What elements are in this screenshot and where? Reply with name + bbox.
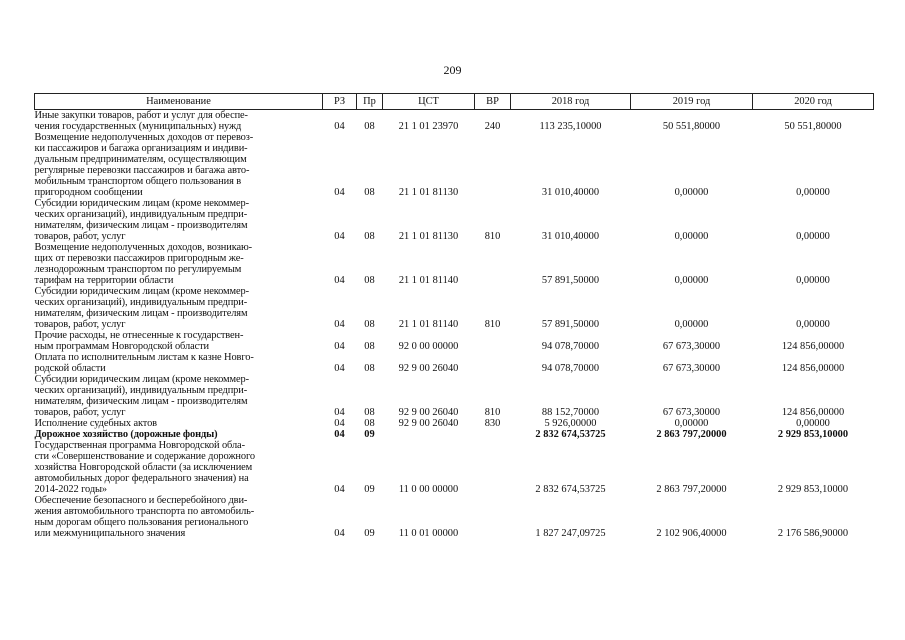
row-name-line: товаров, работ, услуг	[34, 319, 126, 330]
header-rz: РЗ	[323, 94, 357, 110]
cell-pr: 09	[364, 528, 375, 539]
cell-y2019: 0,00000	[674, 187, 709, 198]
row-name-line: ки пассажиров и багажа организациям и индиви-	[34, 143, 248, 154]
cell-rz: 04	[334, 121, 345, 132]
row-name-line: регулярные перевозки пассажиров и багажа авто-	[34, 165, 250, 176]
row-name-line: Прочие расходы, не отнесенные к государствен-	[34, 330, 244, 341]
cell-vr	[475, 330, 511, 352]
row-name-line: товаров, работ, услуг	[34, 231, 126, 242]
header-2019: 2019 год	[631, 94, 753, 110]
row-name-line: дуальным предпринимателям, осуществляющим	[34, 154, 247, 165]
cell-cst	[383, 429, 475, 440]
row-name-line: Возмещение недополученных доходов, возникаю-	[34, 242, 253, 253]
cell-vr: 810	[484, 231, 501, 242]
cell-rz: 04	[334, 407, 345, 418]
cell-y2018: 88 152,70000	[541, 407, 600, 418]
table-header-row	[35, 94, 874, 110]
table-row	[35, 132, 874, 198]
header-vr: ВР	[475, 94, 511, 110]
row-name-line: хозяйства Новгородской области (за исключением	[34, 462, 253, 473]
cell-y2018: 113 235,10000	[539, 121, 602, 132]
cell-pr: 08	[364, 418, 375, 429]
cell-pr: 09	[364, 429, 375, 440]
row-name	[35, 374, 323, 418]
row-name-line: Обеспечение безопасного и бесперебойного дви-	[34, 495, 248, 506]
cell-y2019: 50 551,80000	[662, 121, 721, 132]
cell-y2020: 2 176 586,90000	[777, 528, 849, 539]
cell-y2019: 0,00000	[674, 418, 709, 429]
row-name-line: сти «Совершенствование и содержание дорожного	[34, 451, 255, 462]
row-name-line: товаров, работ, услуг	[34, 407, 126, 418]
table-row	[35, 286, 874, 330]
header-name: Наименование	[35, 94, 323, 110]
cell-cst: 21 1 01 81140	[398, 275, 459, 286]
cell-y2020: 0,00000	[796, 187, 830, 198]
cell-pr: 08	[364, 407, 375, 418]
cell-cst: 21 1 01 81130	[398, 231, 459, 242]
cell-y2020: 124 856,00000	[781, 363, 845, 374]
header-2018: 2018 год	[511, 94, 631, 110]
cell-y2019: 2 863 797,20000	[656, 484, 727, 495]
cell-vr: 830	[484, 418, 501, 429]
row-name-line: мобильным транспортом общего пользования в	[34, 176, 242, 187]
cell-pr: 08	[364, 319, 375, 330]
header-2020: 2020 год	[753, 94, 874, 110]
cell-cst: 92 0 00 00000	[398, 341, 459, 352]
row-name-line: Оплата по исполнительным листам к казне Новго-	[34, 352, 254, 363]
row-name-line: 2014-2022 годы»	[34, 484, 107, 495]
cell-y2020: 124 856,00000	[781, 341, 845, 352]
cell-pr: 08	[364, 187, 375, 198]
cell-rz: 04	[334, 363, 345, 374]
cell-y2019: 2 102 906,40000	[656, 528, 727, 539]
row-name-line: Государственная программа Новгородской обла-	[34, 440, 245, 451]
budget-table	[34, 93, 874, 539]
cell-y2020: 2 929 853,10000	[777, 484, 849, 495]
cell-cst: 11 0 01 00000	[398, 528, 459, 539]
cell-rz: 04	[334, 319, 345, 330]
table-row	[35, 495, 874, 539]
row-name-line: Субсидии юридическим лицам (кроме некоммер-	[34, 286, 249, 297]
cell-rz: 04	[334, 231, 345, 242]
row-name	[35, 418, 323, 429]
cell-pr: 08	[364, 341, 375, 352]
row-name-line: родской области	[34, 363, 106, 374]
cell-y2020: 0,00000	[796, 319, 830, 330]
row-name-line: нимателям, физическим лицам - производителям	[34, 220, 248, 231]
row-name-line: лезнодорожным транспортом по регулируемым	[34, 264, 242, 275]
cell-rz: 04	[334, 429, 345, 440]
header-cst: ЦСТ	[383, 94, 475, 110]
cell-y2018: 57 891,50000	[541, 275, 600, 286]
row-name-line: Субсидии юридическим лицам (кроме некоммер-	[34, 374, 249, 385]
row-name-line: жения автомобильного транспорта по автомобиль-	[34, 506, 255, 517]
cell-vr	[475, 429, 511, 440]
cell-cst: 21 1 01 81140	[398, 319, 459, 330]
page-number: 209	[443, 63, 462, 77]
row-name-line: ческих организаций), индивидуальным предпри-	[34, 209, 248, 220]
cell-y2018: 1 827 247,09725	[535, 528, 606, 539]
cell-vr: 240	[484, 121, 501, 132]
row-name	[35, 132, 323, 198]
cell-y2018: 94 078,70000	[541, 341, 600, 352]
row-name-line: Возмещение недополученных доходов от перевоз-	[34, 132, 254, 143]
cell-pr: 08	[364, 275, 375, 286]
header-pr: Пр	[357, 94, 383, 110]
table-row	[35, 440, 874, 495]
cell-vr	[475, 440, 511, 495]
row-name-line: ческих организаций), индивидуальным предпри-	[34, 297, 248, 308]
row-name-line: щих от перевозки пассажиров пригородным же-	[34, 253, 244, 264]
row-name-line: Исполнение судебных актов	[34, 418, 157, 429]
row-name-line: чения государственных (муниципальных) нужд	[34, 121, 242, 132]
table-row	[35, 374, 874, 418]
cell-cst: 21 1 01 81130	[398, 187, 459, 198]
cell-y2019: 67 673,30000	[662, 341, 721, 352]
cell-pr: 08	[364, 121, 375, 132]
row-name	[35, 198, 323, 242]
cell-rz: 04	[334, 341, 345, 352]
row-name-line: Иные закупки товаров, работ и услуг для обеспе-	[34, 110, 248, 121]
cell-y2018: 31 010,40000	[541, 231, 600, 242]
row-name	[35, 330, 323, 352]
cell-vr	[475, 495, 511, 539]
cell-pr: 08	[364, 231, 375, 242]
cell-y2019: 0,00000	[674, 319, 709, 330]
row-name-line: Дорожное хозяйство (дорожные фонды)	[34, 429, 218, 440]
cell-cst: 92 9 00 26040	[398, 407, 459, 418]
cell-cst: 92 9 00 26040	[398, 363, 459, 374]
cell-vr	[475, 242, 511, 286]
cell-y2018: 31 010,40000	[541, 187, 600, 198]
cell-vr	[475, 352, 511, 374]
cell-cst: 21 1 01 23970	[398, 121, 459, 132]
row-name	[35, 352, 323, 374]
row-name-line: или межмуниципального значения	[34, 528, 186, 539]
cell-y2020: 0,00000	[796, 231, 830, 242]
row-name	[35, 110, 323, 133]
cell-y2019: 0,00000	[674, 275, 709, 286]
cell-vr: 810	[484, 319, 501, 330]
cell-y2020: 124 856,00000	[781, 407, 845, 418]
row-name-line: нимателям, физическим лицам - производителям	[34, 308, 248, 319]
cell-y2020: 0,00000	[796, 275, 830, 286]
cell-pr: 08	[364, 363, 375, 374]
cell-y2020: 2 929 853,10000	[777, 429, 849, 440]
table-row	[35, 198, 874, 242]
cell-cst: 11 0 00 00000	[398, 484, 459, 495]
cell-y2019: 2 863 797,20000	[656, 429, 727, 440]
row-name-line: ным программам Новгородской области	[34, 341, 209, 352]
cell-pr: 09	[364, 484, 375, 495]
cell-y2019: 0,00000	[674, 231, 709, 242]
row-name	[35, 440, 323, 495]
row-name-line: нимателям, физическим лицам - производителям	[34, 396, 248, 407]
cell-y2019: 67 673,30000	[662, 407, 721, 418]
cell-y2018: 94 078,70000	[541, 363, 600, 374]
row-name-line: тарифам на территории области	[34, 275, 174, 286]
cell-rz: 04	[334, 528, 345, 539]
cell-cst: 92 9 00 26040	[398, 418, 459, 429]
row-name-line: ческих организаций), индивидуальным предпри-	[34, 385, 248, 396]
cell-y2019: 67 673,30000	[662, 363, 721, 374]
table-body	[35, 110, 874, 540]
table-row	[35, 242, 874, 286]
row-name-line: Субсидии юридическим лицам (кроме некоммер-	[34, 198, 249, 209]
cell-vr: 810	[484, 407, 501, 418]
cell-y2020: 50 551,80000	[784, 121, 842, 132]
row-name	[35, 242, 323, 286]
cell-y2018: 2 832 674,53725	[535, 429, 606, 440]
cell-y2018: 2 832 674,53725	[535, 484, 606, 495]
cell-y2018: 5 926,00000	[544, 418, 597, 429]
cell-rz: 04	[334, 418, 345, 429]
table-row	[35, 429, 874, 440]
cell-rz: 04	[334, 187, 345, 198]
table-row	[35, 110, 874, 133]
cell-rz: 04	[334, 484, 345, 495]
cell-y2020: 0,00000	[796, 418, 830, 429]
row-name	[35, 429, 323, 440]
row-name-line: автомобильных дорог федерального значения) на	[34, 473, 249, 484]
table-row	[35, 352, 874, 374]
cell-y2018: 57 891,50000	[541, 319, 600, 330]
table-row	[35, 330, 874, 352]
cell-vr	[475, 132, 511, 198]
row-name-line: пригородном сообщении	[34, 187, 143, 198]
table-row	[35, 418, 874, 429]
cell-rz: 04	[334, 275, 345, 286]
row-name	[35, 286, 323, 330]
row-name	[35, 495, 323, 539]
row-name-line: ным дорогам общего пользования регионального	[34, 517, 249, 528]
